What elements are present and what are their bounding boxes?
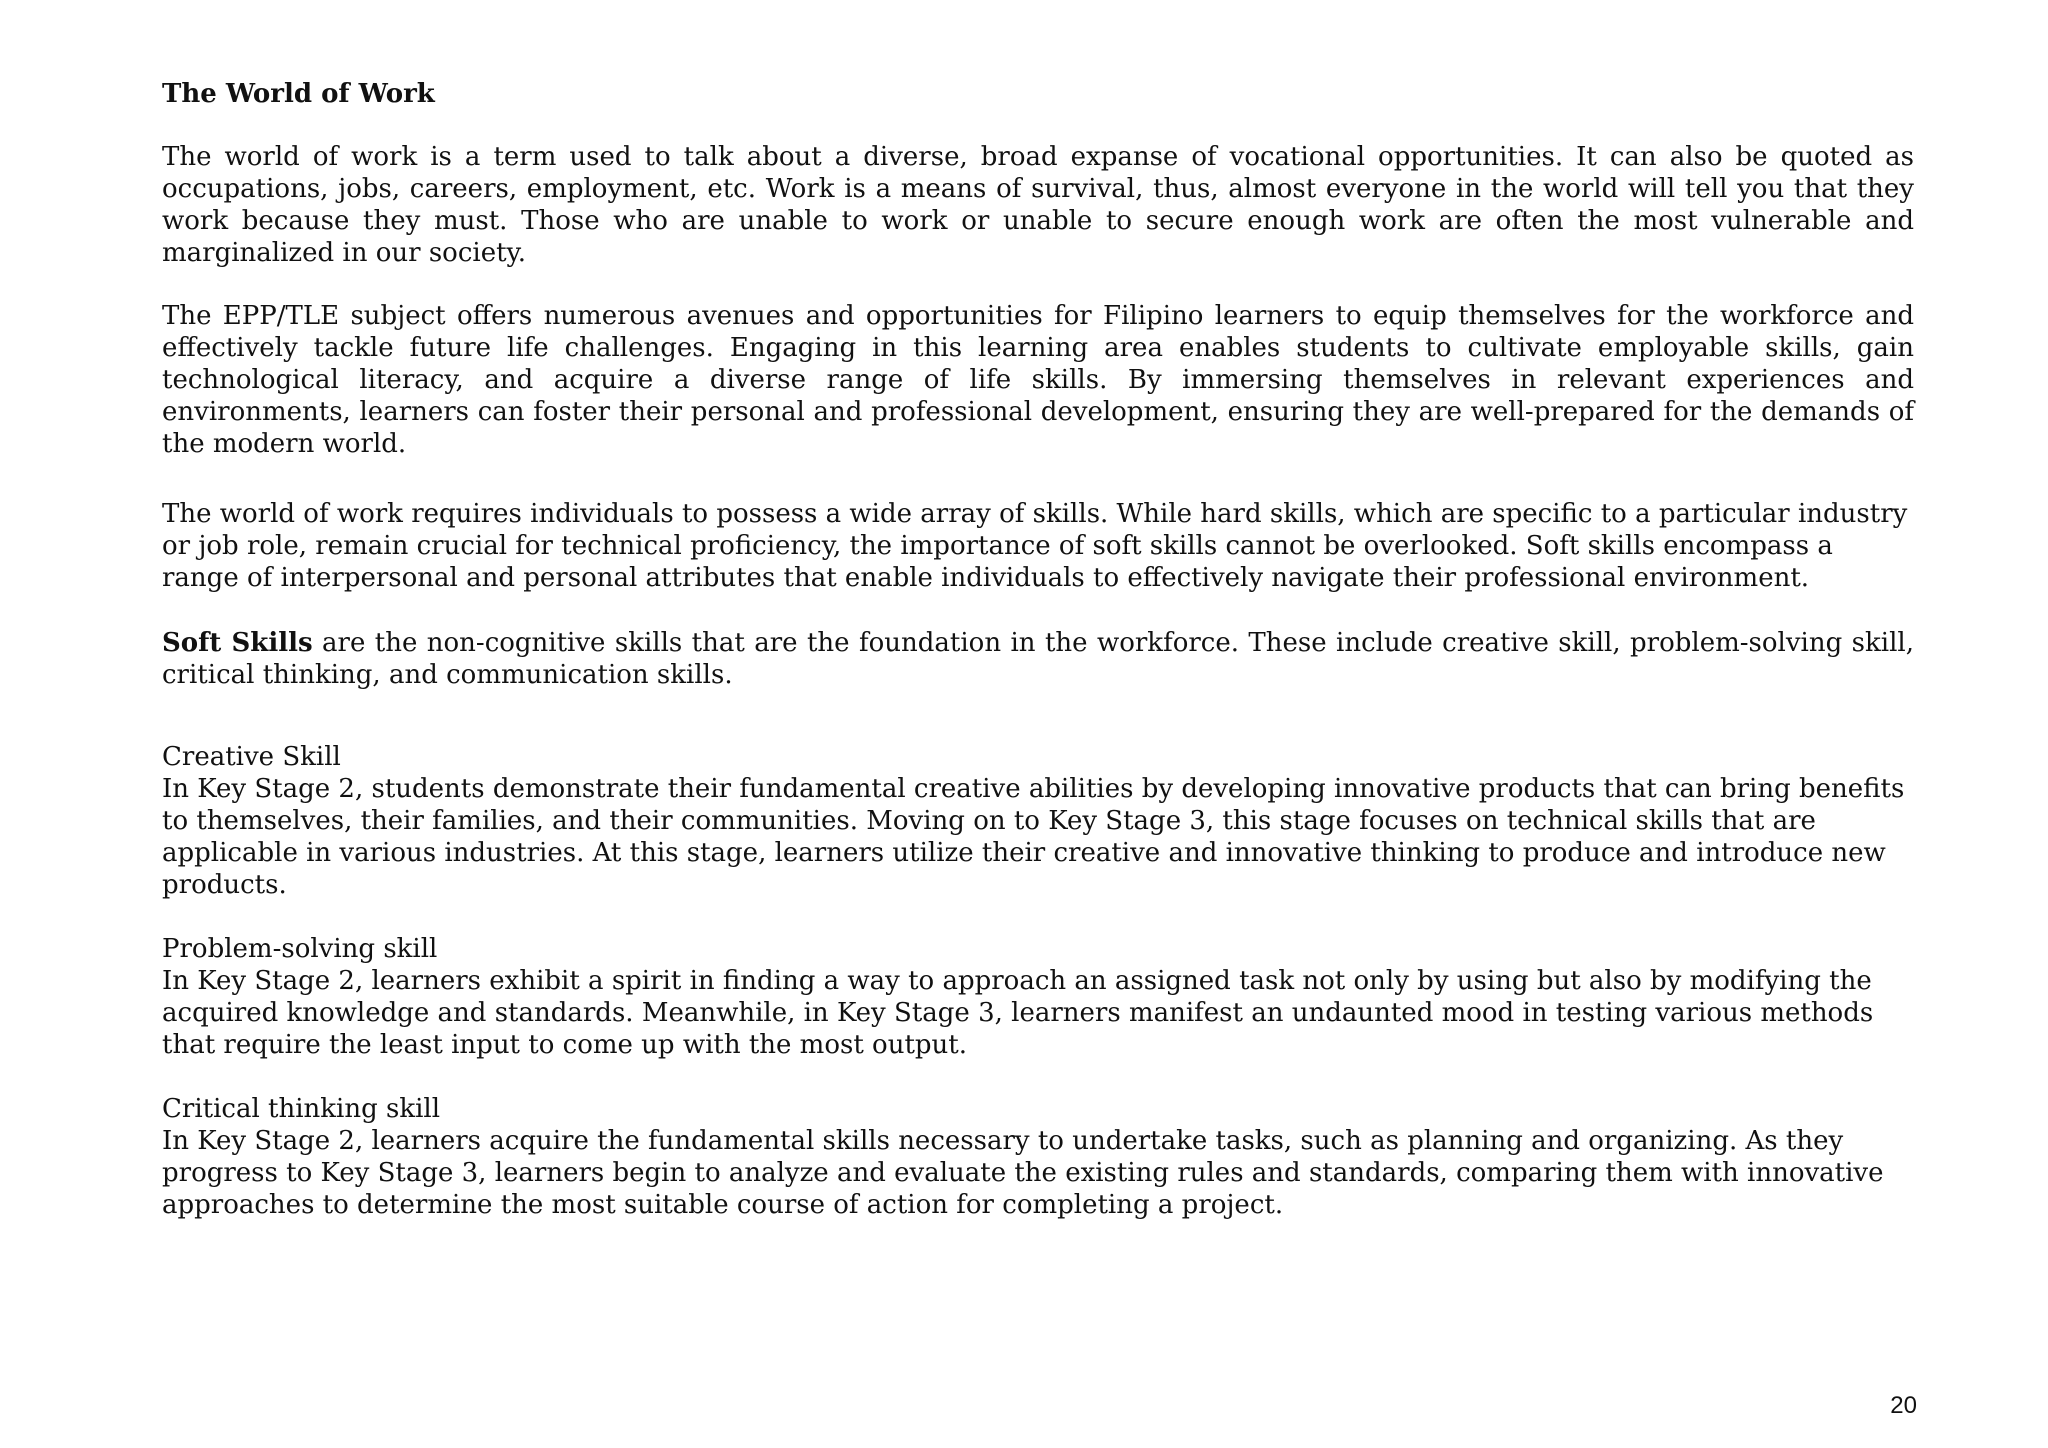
soft-skills-paragraph [162,627,1914,691]
skills-overview-paragraph: The world of work requires individuals to possess a wide array of skills. While hard skills, which are specific to a particular industry or job role, remain crucial for technical proficiency, the importance of soft skills cannot be overlooked. Soft skills encompass a range of interpersonal and personal attributes that enable individuals to effectively navigate their professional environment. [162,499,1908,593]
skill-section-critical-thinking [162,1093,1914,1221]
page-title: The World of Work [162,79,435,109]
intro-paragraph: The world of work is a term used to talk about a diverse, broad expanse of vocational opportunities. It can also be quoted as occupations, jobs, careers, employment, etc. Work is a means of survival, thus, almost everyone in the world will tell you that they work because they must. Those who are unable to work or unable to secure enough work are often the most vulnerable and marginalized in our society. [162,142,1914,268]
skill-title: Problem-solving skill [162,934,438,964]
soft-skills-term: Soft Skills [162,628,313,658]
page-number: 20 [1890,1392,1917,1419]
soft-skills-description: are the non-cognitive skills that are the foundation in the workforce. These include creative skill, problem-solving skill, critical thinking, and communication skills. [162,628,1914,690]
skill-title: Critical thinking skill [162,1094,441,1124]
page-content [162,78,1914,1253]
skill-description: In Key Stage 2, learners acquire the fundamental skills necessary to undertake tasks, such as planning and organizing. As they progress to Key Stage 3, learners begin to analyze and evaluate the existing rules and standards, comparing them with innovative approaches to determine the most suitable course of action for completing a project. [162,1126,1884,1220]
epp-tle-paragraph: The EPP/TLE subject offers numerous avenues and opportunities for Filipino learners to equip themselves for the workforce and effectively tackle future life challenges. Engaging in this learning area enables students to cultivate employable skills, gain technological literacy, and acquire a diverse range of life skills. By immersing themselves in relevant experiences and environments, learners can foster their personal and professional development, ensuring they are well-prepared for the demands of the modern world. [162,301,1914,459]
skill-description: In Key Stage 2, students demonstrate their fundamental creative abilities by developing innovative products that can bring benefits to themselves, their families, and their communities. Moving on to Key Stage 3, this stage focuses on technical skills that are applicable in various industries. At this stage, learners utilize their creative and innovative thinking to produce and introduce new products. [162,774,1905,900]
skill-description: In Key Stage 2, learners exhibit a spirit in finding a way to approach an assigned task not only by using but also by modifying the acquired knowledge and standards. Meanwhile, in Key Stage 3, learners manifest an undaunted mood in testing various methods that require the least input to come up with the most output. [162,966,1874,1060]
skill-section-problem-solving [162,933,1914,1061]
skill-title: Creative Skill [162,742,341,772]
skill-section-creative [162,741,1914,901]
